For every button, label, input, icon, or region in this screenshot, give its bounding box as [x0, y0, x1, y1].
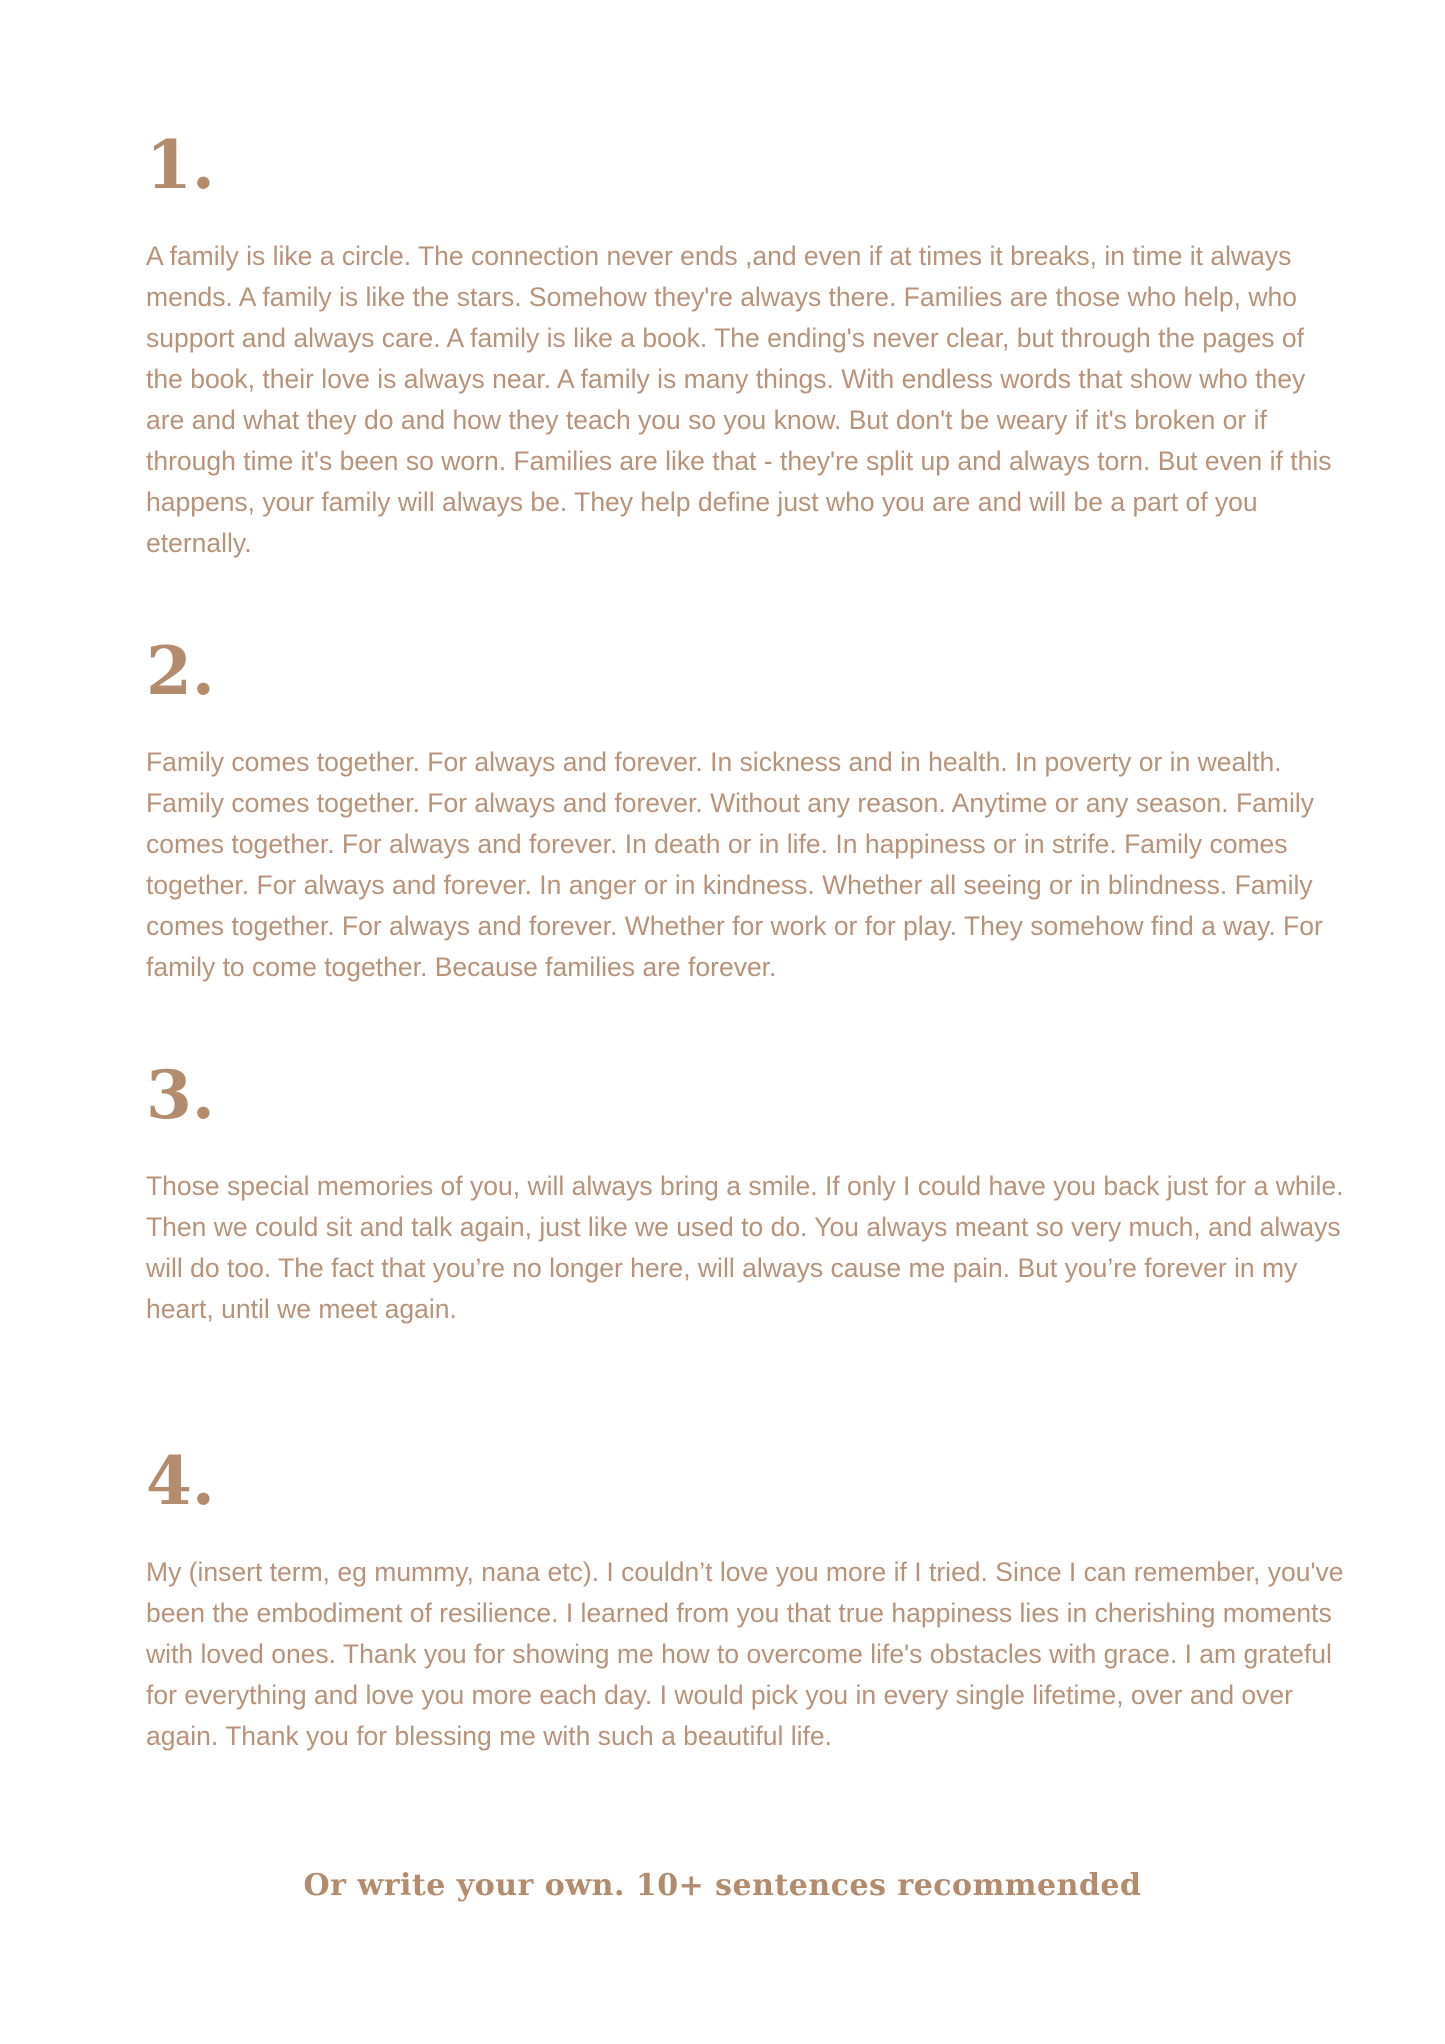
section-text: A family is like a circle. The connection never ends ,and even if at times it breaks, in time it always mends. A family is like the stars. Somehow they're always there. Families are those who help, who support and always care. A family is like a book. The ending's never clear, but through the pages of the book, their love is always near. A family is many things. With endless words that show who they are and what they do and how they teach you so you know. But don't be weary if it's broken or if through time it's been so worn. Families are like that - they're split up and always torn. But even if this happens, your family will always be. They help define just who you are and will be a part of you eternally.: [146, 241, 1332, 558]
verse-section-4: [146, 1442, 1346, 1757]
section-text: Family comes together. For always and forever. In sickness and in health. In poverty or in wealth. Family comes together. For always and forever. Without any reason. Anytime or any season. Family comes together. For always and forever. In death or in life. In happiness or in strife. Family comes together. For always and forever. In anger or in kindness. Whether all seeing or in blindness. Family comes together. For always and forever. Whether for work or for play. They somehow find a way. For family to come together. Because families are forever.: [146, 747, 1323, 982]
section-text: My (insert term, eg mummy, nana etc). I couldn’t love you more if I tried. Since I can remember, you've been the embodiment of resilience. I learned from you that true happiness lies in cherishing moments with loved ones. Thank you for showing me how to overcome life's obstacles with grace. I am grateful for everything and love you more each day. I would pick you in every single lifetime, over and over again. Thank you for blessing me with such a beautiful life.: [146, 1557, 1344, 1751]
verse-section-2: [146, 632, 1346, 988]
section-number: 2.: [146, 632, 215, 710]
section-number: 3.: [146, 1056, 215, 1134]
footer-note: Or write your own. 10+ sentences recommended: [303, 1868, 1142, 1903]
verse-section-1: [146, 126, 1346, 564]
section-number: 1.: [146, 126, 215, 204]
section-number: 4.: [146, 1442, 215, 1520]
section-text: Those special memories of you, will always bring a smile. If only I could have you back just for a while. Then we could sit and talk again, just like we used to do. You always meant so very much, and always will do too. The fact that you’re no longer here, will always cause me pain. But you’re forever in my heart, until we meet again.: [146, 1171, 1344, 1324]
verse-section-3: [146, 1056, 1346, 1330]
